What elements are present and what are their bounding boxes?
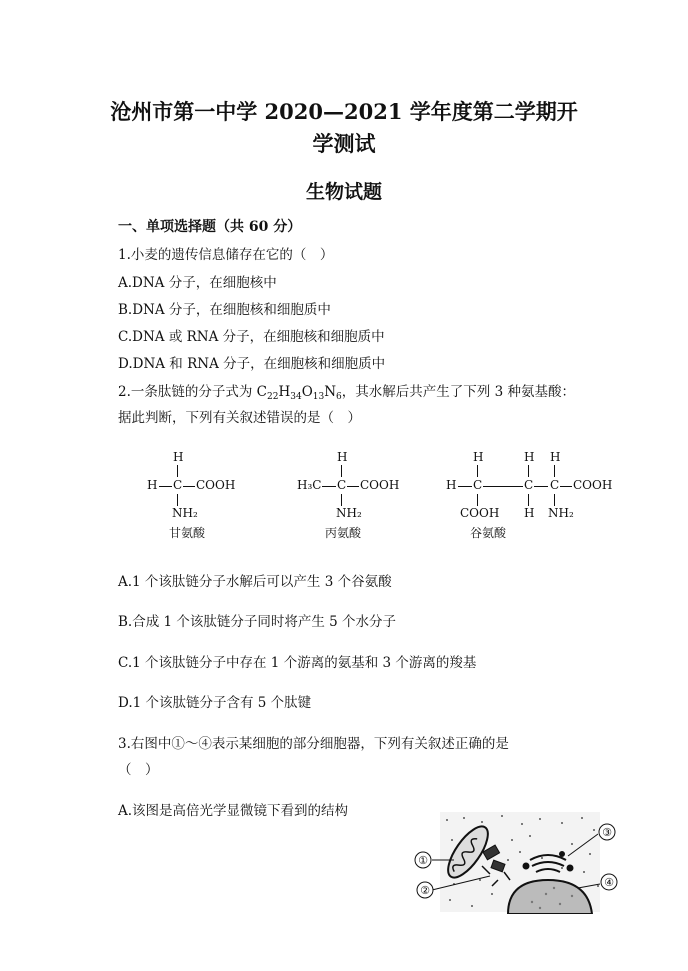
q1-stem: 1.小麦的遗传信息储存在它的（ ） [118, 247, 334, 263]
glu-c3: C [550, 478, 560, 492]
q3-stem: 3.右图中①～④表示某细胞的部分细胞器，下列有关叙述正确的是 [118, 736, 509, 752]
bond [477, 465, 478, 477]
q2-stem-before: 2.一条肽链的分子式为 [118, 384, 257, 400]
glu-cooh-bottom: COOH [460, 506, 500, 520]
figure-label-3: ③ [602, 826, 612, 839]
bond [347, 486, 359, 487]
bond [560, 486, 572, 487]
glutamate-name: 谷氨酸 [470, 526, 507, 540]
bond [528, 465, 529, 477]
figure-label-2: ② [420, 884, 430, 897]
bond [183, 486, 195, 487]
formula-n-count: 6 [336, 392, 342, 402]
glu-c2: C [524, 478, 534, 492]
glu-h-top3: H [550, 450, 561, 464]
figure-label-1: ① [418, 854, 428, 867]
subject-title: 生物试题 [305, 181, 382, 203]
formula-h: H [278, 384, 291, 400]
q1-option-a: A.DNA 分子，在细胞核中 [118, 275, 277, 291]
q2-stem-after: ，其水解后共产生了下列 3 种氨基酸： [341, 384, 575, 400]
glu-h-bottom: H [524, 506, 535, 520]
glu-cooh-right: COOH [573, 478, 613, 492]
q1-option-c: C.DNA 或 RNA 分子，在细胞核和细胞质中 [118, 329, 385, 345]
formula-c: C [256, 384, 268, 400]
q2-option-c: C.1 个该肽链分子中存在 1 个游离的氨基和 3 个游离的羧基 [118, 655, 477, 671]
glu-c1: C [473, 478, 483, 492]
alanine-c: C [337, 478, 347, 492]
glycine-cooh: COOH [196, 478, 236, 492]
bond [528, 494, 529, 506]
alanine-nh2: NH₂ [336, 506, 362, 520]
q3-option-a: A.该图是高倍光学显微镜下看到的结构 [118, 803, 349, 819]
alanine-ch3: H₃C [297, 478, 322, 492]
alanine-name: 丙氨酸 [325, 526, 362, 540]
bond [177, 465, 178, 477]
q2-option-d: D.1 个该肽链分子含有 5 个肽键 [118, 695, 312, 711]
q1-option-b: B.DNA 分子，在细胞核和细胞质中 [118, 302, 331, 318]
bond [177, 494, 178, 506]
bond [341, 465, 342, 477]
formula-o: O [301, 384, 313, 400]
alanine-h-top: H [337, 450, 348, 464]
alanine-cooh: COOH [360, 478, 400, 492]
bond [477, 494, 478, 506]
glycine-structure [145, 448, 255, 543]
glycine-c: C [173, 478, 183, 492]
bond [322, 486, 336, 487]
glu-h-top1: H [473, 450, 484, 464]
glu-h-top2: H [524, 450, 535, 464]
formula-n: N [324, 384, 337, 400]
bond [341, 494, 342, 506]
molecular-formula [257, 384, 342, 400]
glu-nh2: NH₂ [548, 506, 574, 520]
alanine-structure [297, 448, 407, 543]
figure-label-4: ④ [604, 876, 614, 889]
q2-option-b: B.合成 1 个该肽链分子同时将产生 5 个水分子 [118, 614, 397, 630]
glycine-name: 甘氨酸 [169, 526, 206, 540]
exam-title-line2: 学测试 [312, 131, 376, 156]
section-heading: 一、单项选择题（共 60 分） [118, 219, 302, 235]
glycine-nh2: NH₂ [172, 506, 198, 520]
bond [554, 465, 555, 477]
glutamate-structure [446, 448, 616, 543]
q2-stem [118, 380, 575, 402]
bond [159, 486, 172, 487]
glycine-h-left: H [147, 478, 158, 492]
bond [458, 486, 472, 487]
q1-option-d: D.DNA 和 RNA 分子，在细胞核和细胞质中 [118, 356, 386, 372]
exam-title-line1: 沧州市第一中学 2020—2021 学年度第二学期开 [110, 99, 578, 124]
cell-micrograph [412, 810, 620, 914]
q2-option-a: A.1 个该肽链分子水解后可以产生 3 个谷氨酸 [118, 574, 392, 590]
bond [483, 486, 523, 487]
q2-stem-line2: 据此判断，下列有关叙述错误的是（ ） [118, 410, 361, 426]
bond [534, 486, 548, 487]
glycine-h-top: H [173, 450, 184, 464]
cell-organelle-figure [412, 810, 620, 914]
bond [554, 494, 555, 506]
formula-o-count: 13 [312, 392, 325, 402]
formula-h-count: 34 [290, 392, 302, 402]
q3-stem-line2: （ ） [118, 762, 159, 778]
formula-c-count: 22 [267, 392, 279, 402]
glu-h-left: H [446, 478, 457, 492]
